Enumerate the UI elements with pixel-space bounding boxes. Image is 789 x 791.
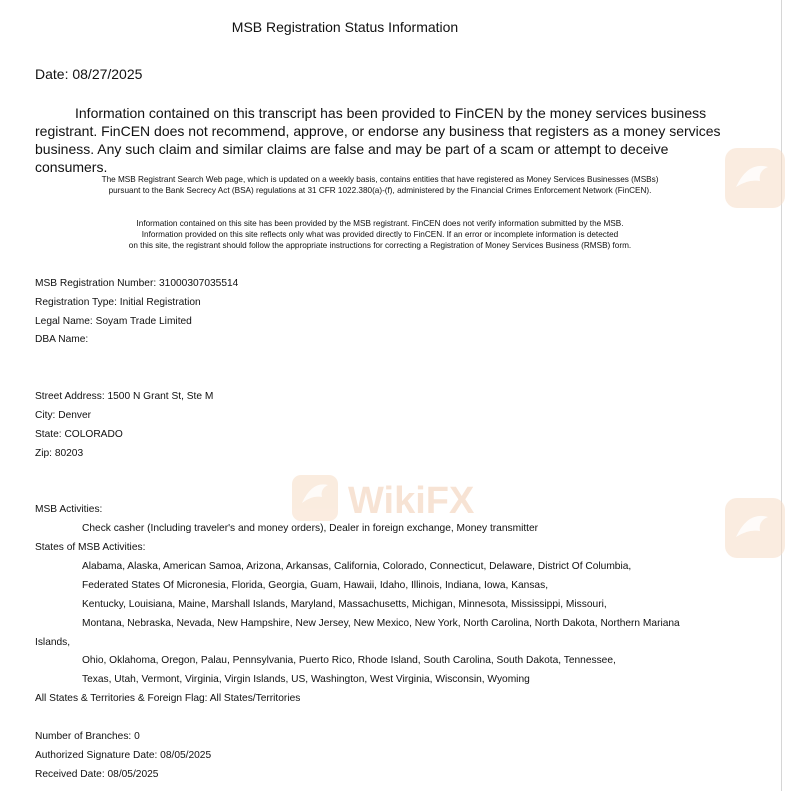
states-line: Alabama, Alaska, American Samoa, Arizona, Arkansas, California, Colorado, Connecticut, Delaware, District Of Columbia, (82, 561, 632, 572)
dba-name: DBA Name: (35, 334, 89, 345)
states-line: Federated States Of Micronesia, Florida, Georgia, Guam, Hawaii, Idaho, Illinois, Indiana, Iowa, Kansas, (82, 580, 549, 591)
notice-line: on this site, the registrant should follow the appropriate instructions for correcting a Registration of Money Services Business (RMSB) form. (128, 241, 632, 250)
received-date: Received Date: 08/05/2025 (35, 769, 159, 780)
state: State: COLORADO (35, 429, 123, 440)
wikifx-logo-icon (292, 475, 338, 521)
intro-paragraph (35, 104, 725, 176)
registrant-search-notice (45, 174, 715, 196)
intro-text: Information contained on this transcript has been provided to FinCEN by the money services business registrant. FinCEN does not recommend, approve, or endorse any business that registers as a money services business. Any such claim and similar claims are false and may be part of a scam or attempt to deceive consumers. (35, 105, 721, 175)
document-date: Date: 08/27/2025 (35, 66, 143, 82)
wikifx-logo-icon (722, 145, 788, 211)
city: City: Denver (35, 410, 92, 421)
registration-type: Registration Type: Initial Registration (35, 297, 201, 308)
wikifx-logo-icon (722, 495, 788, 561)
states-line: Texas, Utah, Vermont, Virginia, Virgin Islands, US, Washington, West Virginia, Wisconsin, Wyoming (82, 674, 530, 685)
zip: Zip: 80203 (35, 448, 84, 459)
page-edge (781, 0, 782, 791)
verification-notice (45, 218, 715, 251)
msb-activities-label: MSB Activities: (35, 504, 103, 515)
street-address: Street Address: 1500 N Grant St, Ste M (35, 391, 214, 402)
registration-number: MSB Registration Number: 31000307035514 (35, 278, 239, 289)
legal-name: Legal Name: Soyam Trade Limited (35, 316, 192, 327)
states-line: Islands, (35, 637, 71, 648)
notice-line: Information contained on this site has been provided by the MSB registrant. FinCEN does not verify information submitted by the MSB. (136, 219, 624, 228)
msb-activities-list: Check casher (Including traveler's and money orders), Dealer in foreign exchange, Money transmitter (82, 523, 539, 534)
authorized-signature-date: Authorized Signature Date: 08/05/2025 (35, 750, 212, 761)
states-label: States of MSB Activities: (35, 542, 146, 553)
notice-line: Information provided on this site reflects only what was provided directly to FinCEN. If an error or incomplete information is detected (141, 230, 619, 239)
notice-line: pursuant to the Bank Secrecy Act (BSA) regulations at 31 CFR 1022.380(a)-(f), administered by the Financial Crimes Enforcement Network (FinCEN). (108, 186, 652, 195)
watermark-text: WikiFX (348, 480, 475, 522)
foreign-flag: All States & Territories & Foreign Flag: All States/Territories (35, 693, 301, 704)
states-line: Montana, Nebraska, Nevada, New Hampshire, New Jersey, New Mexico, New York, North Carolina, North Dakota, Northern Mariana (82, 618, 680, 629)
number-of-branches: Number of Branches: 0 (35, 731, 140, 742)
page-title: MSB Registration Status Information (231, 19, 459, 35)
states-line: Kentucky, Louisiana, Maine, Marshall Islands, Maryland, Massachusetts, Michigan, Minnesota, Mississippi, Missouri, (82, 599, 607, 610)
states-line: Ohio, Oklahoma, Oregon, Palau, Pennsylvania, Puerto Rico, Rhode Island, South Carolina, South Dakota, Tennessee, (82, 655, 616, 666)
notice-line: The MSB Registrant Search Web page, which is updated on a weekly basis, contains entities that have registered as Money Services Businesses (MSBs) (101, 175, 659, 184)
